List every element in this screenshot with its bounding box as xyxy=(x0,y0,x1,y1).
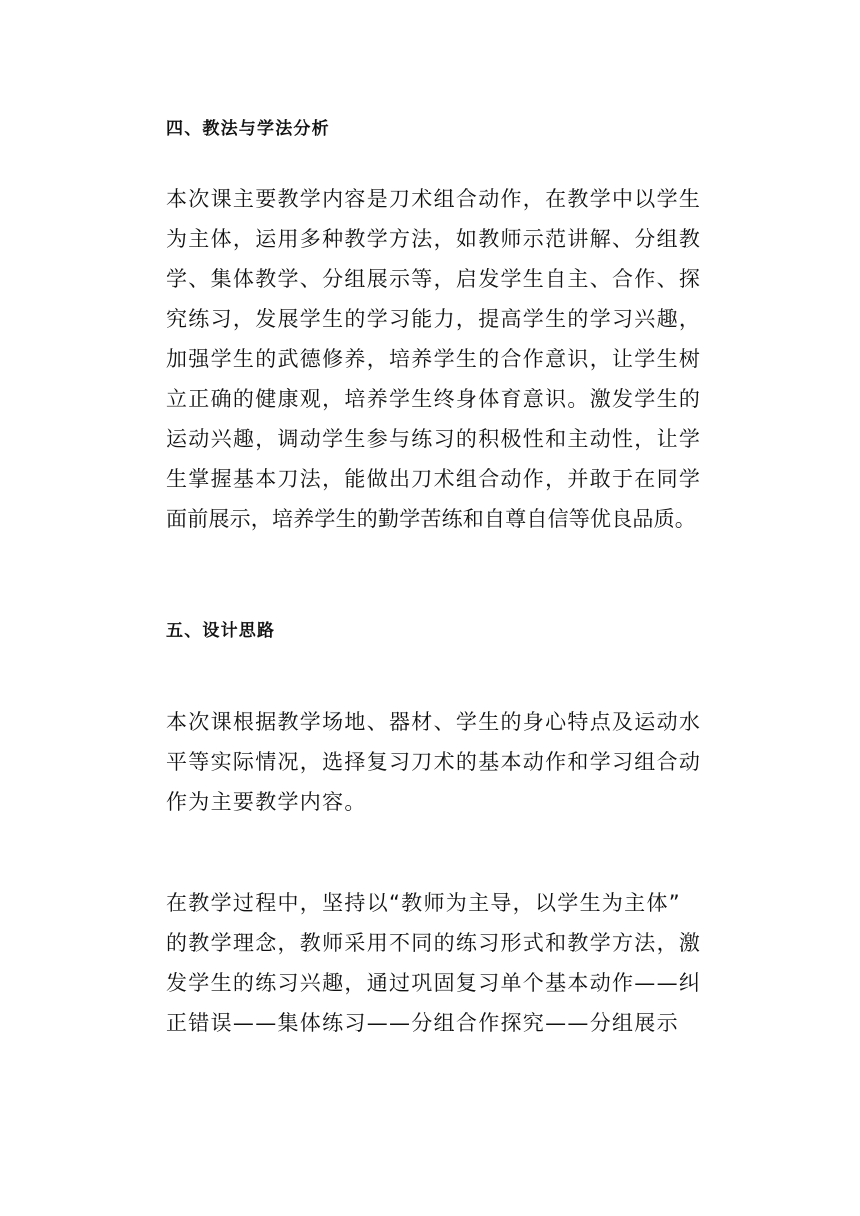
section-heading-design-ideas: 五、设计思路 xyxy=(166,621,276,641)
paragraph-line: 立正确的健康观，培养学生终身体育意识。激发学生的 xyxy=(166,387,702,411)
paragraph-line: 面前展示，培养学生的勤学苦练和自尊自信等优良品质。 xyxy=(166,507,696,531)
paragraph-line: 究练习，发展学生的学习能力，提高学生的学习兴趣， xyxy=(166,307,702,331)
paragraph-design-ideas-2 xyxy=(166,883,726,1043)
paragraph-line: 本次课主要教学内容是刀术组合动作，在教学中以学生 xyxy=(166,187,702,211)
paragraph-line: 在教学过程中，坚持以“教师为主导，以学生为主体” xyxy=(166,891,681,915)
paragraph-line: 学、集体教学、分组展示等，启发学生自主、合作、探 xyxy=(166,267,702,291)
paragraph-line: 运动兴趣，调动学生参与练习的积极性和主动性，让学 xyxy=(166,427,702,451)
paragraph-line: 加强学生的武德修养，培养学生的合作意识，让学生树 xyxy=(166,347,702,371)
paragraph-line: 正错误——集体练习——分组合作探究——分组展示 xyxy=(166,1011,679,1035)
paragraph-line: 平等实际情况，选择复习刀术的基本动作和学习组合动 xyxy=(166,750,702,774)
paragraph-design-ideas-1 xyxy=(166,702,726,822)
paragraph-line: 发学生的练习兴趣，通过巩固复习单个基本动作——纠 xyxy=(166,971,702,995)
paragraph-line: 为主体，运用多种教学方法，如教师示范讲解、分组教 xyxy=(166,227,702,251)
paragraph-line: 本次课根据教学场地、器材、学生的身心特点及运动水 xyxy=(166,710,702,734)
paragraph-line: 生掌握基本刀法，能做出刀术组合动作，并敢于在同学 xyxy=(166,467,702,491)
paragraph-line: 的教学理念，教师采用不同的练习形式和教学方法，激 xyxy=(166,931,702,955)
paragraph-line: 作为主要教学内容。 xyxy=(166,790,367,814)
section-heading-teaching-methods: 四、教法与学法分析 xyxy=(166,119,330,139)
paragraph-teaching-methods xyxy=(166,179,726,539)
